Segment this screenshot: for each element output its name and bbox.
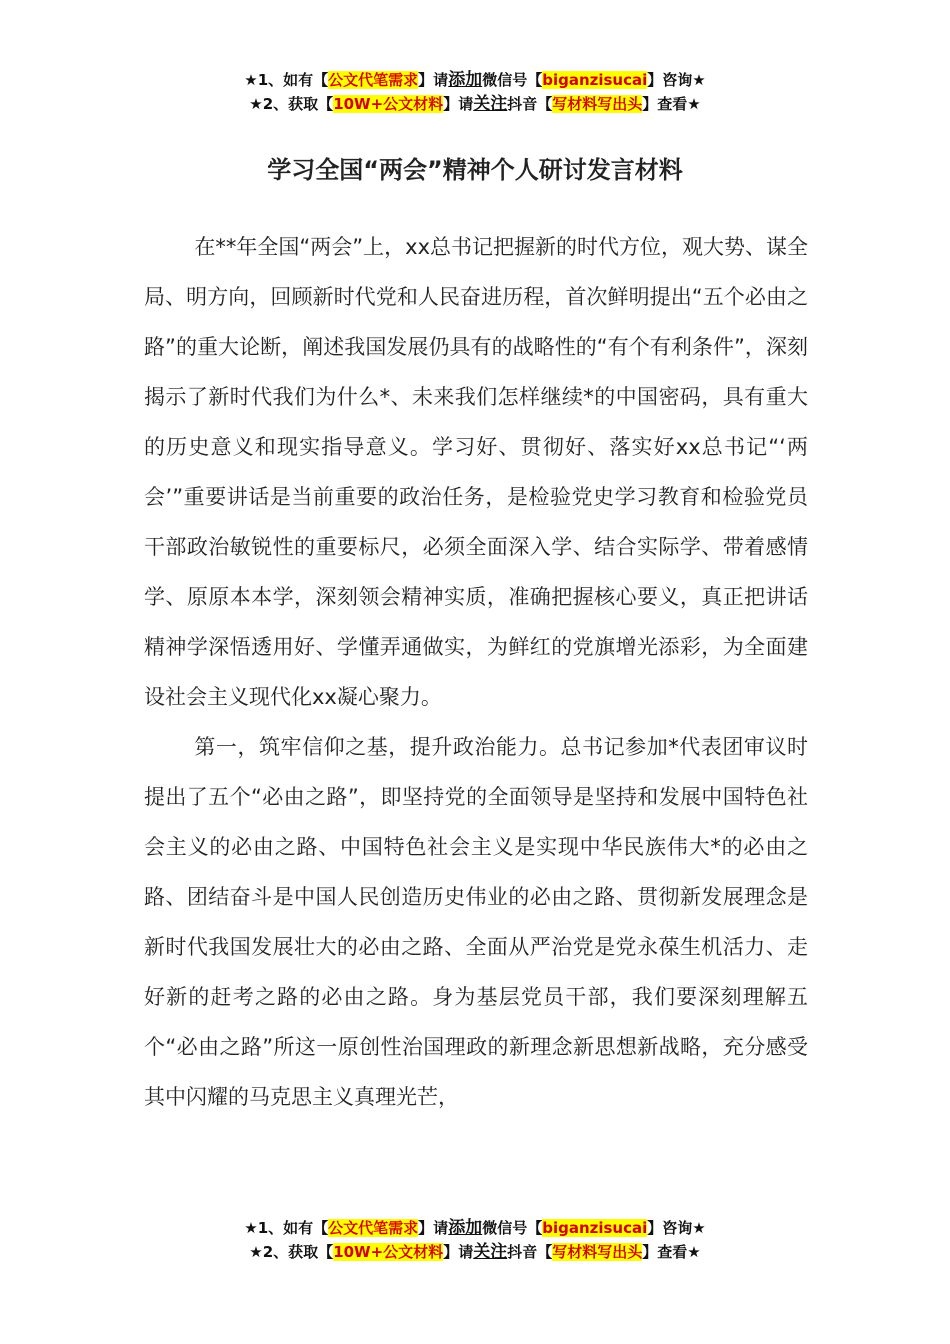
banner-highlight: 公文代笔需求 xyxy=(328,71,419,89)
banner-highlight: biganzisucai xyxy=(542,1219,648,1237)
paragraph-2: 第一，筑牢信仰之基，提升政治能力。总书记参加*代表团审议时提出了五个“必由之路”，即坚持党的全面领导是坚持和发展中国特色社会主义的必由之路、中国特色社会主义是实现中华民族伟大*的必由之路、团结奋斗是中国人民创造历史伟业的必由之路、贯彻新发展理念是新时代我国发展壮大的必由之路、全面从严治党是党永葆生机活力、走好新的赶考之路的必由之路。身为基层党员干部，我们要深刻理解五个“必由之路”所这一原创性治国理政的新理念新思想新战略，充分感受其中闪耀的马克思主义真理光芒， xyxy=(144,735,808,1109)
banner-highlight: 写材料写出头 xyxy=(552,95,643,113)
banner-emphasis: 关注 xyxy=(473,94,508,114)
document-body xyxy=(144,222,808,1122)
banner-line-1: ★1、如有【公文代笔需求】请添加微信号【biganzisucai】咨询★ xyxy=(244,1218,706,1238)
banner-highlight: 10W+公文材料 xyxy=(333,1243,444,1261)
banner-emphasis: 关注 xyxy=(473,1242,508,1262)
banner-line-2: ★2、获取【10W+公文材料】请关注抖音【写材料写出头】查看★ xyxy=(249,1242,701,1262)
banner-highlight: 10W+公文材料 xyxy=(333,95,444,113)
header-banner xyxy=(0,68,950,116)
banner-line-2: ★2、获取【10W+公文材料】请关注抖音【写材料写出头】查看★ xyxy=(249,94,701,114)
banner-highlight: 写材料写出头 xyxy=(552,1243,643,1261)
banner-emphasis: 添加 xyxy=(448,70,483,90)
paragraph-1: 在**年全国“两会”上，xx总书记把握新的时代方位，观大势、谋全局、明方向，回顾新时代党和人民奋进历程，首次鲜明提出“五个必由之路”的重大论断，阐述我国发展仍具有的战略性的“有个有利条件”，深刻揭示了新时代我们为什么*、未来我们怎样继续*的中国密码，具有重大的历史意义和现实指导意义。学习好、贯彻好、落实好xx总书记“‘两会’”重要讲话是当前重要的政治任务，是检验党史学习教育和检验党员干部政治敏锐性的重要标尺，必须全面深入学、结合实际学、带着感情学、原原本本学，深刻领会精神实质，准确把握核心要义，真正把讲话精神学深悟透用好、学懂弄通做实，为鲜红的党旗增光添彩，为全面建设社会主义现代化xx凝心聚力。 xyxy=(144,235,809,709)
footer-banner xyxy=(0,1216,950,1264)
banner-highlight: 公文代笔需求 xyxy=(328,1219,419,1237)
banner-line-1: ★1、如有【公文代笔需求】请添加微信号【biganzisucai】咨询★ xyxy=(244,70,706,90)
document-title: 学习全国“两会”精神个人研讨发言材料 xyxy=(267,156,683,184)
banner-highlight: biganzisucai xyxy=(542,71,648,89)
banner-emphasis: 添加 xyxy=(448,1218,483,1238)
